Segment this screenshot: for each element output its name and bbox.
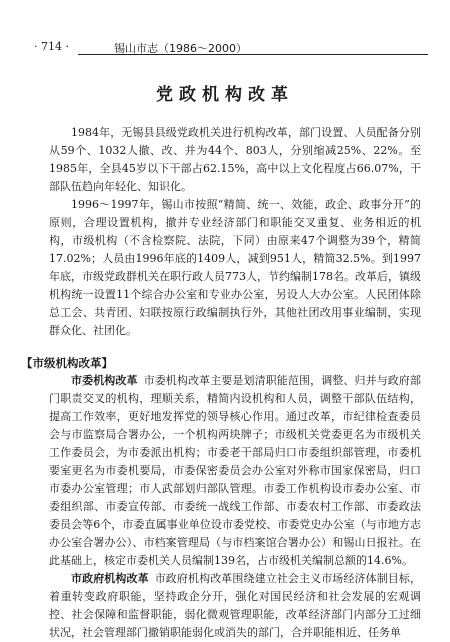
page-body	[21, 124, 422, 642]
chapter-title: 党政机构改革	[156, 85, 294, 105]
paragraph: 1996～1997年，锡山市按照“精简、统一、效能，政企、政事分开”的原则，合理设置机构，撤并专业经济部门和职能交叉重复、业务相近的机构，市级机构（不含检察院、法院，下同）由原来47个调整为39个，精简17.02%；人员由1996年底的1409人，减到951人，精简32.5%。到1997年底，市级党政群机关在职行政人员773人，节约编制178名。改革后，镇级机构统一设置11个综合办公室和专业办公室，另设人大办公室。人民团体除总工会、共青团、妇联按原行政编制执行外，其他社团改用事业编制，实现群众化、社团化。	[49, 198, 421, 337]
subsection-text: 市委机构改革主要是划清职能范围，调整、归并与政府部门职责交叉的机构，理顺关系，精简内设机构和人员，调整干部队伍结构，提高工作效率，更好地发挥党的领导核心作用。通过改革，市纪律检查委员会与市监察局合署办公，一个机构两块牌子；市级机关党委更名为市级机关工作委员会，为市委派出机构；市委老干部局归口市委组织部管理，市委机要室更名为市委机要局，市委保密委员会办公室对外称市国家保密局，归口市委办公室管理；市人武部划归部队管理。市委工作机构设市委办公室、市委组织部、市委宣传部、市委统一战线工作部、市委农村工作部、市委政法委员会等6个，市委直属事业单位设市委党校、市委党史办公室（与市地方志办公室合署办公）、市档案管理局（与市档案馆合署办公）和锡山日报社。在此基础上，核定市委机关人员编制139名，占市级机关编制总额的14.6%。	[49, 374, 422, 567]
section-heading: 【市级机构改革】	[21, 356, 113, 370]
page-number: · 714 ·	[34, 40, 69, 53]
spacer	[49, 340, 421, 354]
subsection-paragraph	[49, 570, 421, 642]
subsection-text: 市政府机构改革围绕建立社会主义市场经济体制目标，着重转变政府职能，坚持政企分开，强化对国民经济和社会发展的宏观调控、社会保障和监督职能，弱化微观管理职能，改革经济部门内部分工过细状况，社会管理部门撤销职能弱化或消失的部门，合并职能相近、任务单	[49, 572, 422, 639]
book-title: 锡山市志（1986～2000）	[114, 42, 247, 55]
paragraph: 1984年，无锡县县级党政机关进行机构改革，部门设置、人员配备分别从59个、1032人撤、改、并为44个、803人，分别缩减25%、22%。至1985年，全县45岁以下干部占62.15%，高中以上文化程度占66.07%，干部队伍趋向年轻化、知识化。	[49, 126, 421, 193]
subsection-lead: 市政府机构改革	[71, 572, 149, 585]
header-rule	[78, 54, 428, 55]
running-header	[34, 38, 430, 56]
subsection-lead: 市委机构改革	[71, 374, 138, 387]
subsection-paragraph	[49, 372, 421, 570]
